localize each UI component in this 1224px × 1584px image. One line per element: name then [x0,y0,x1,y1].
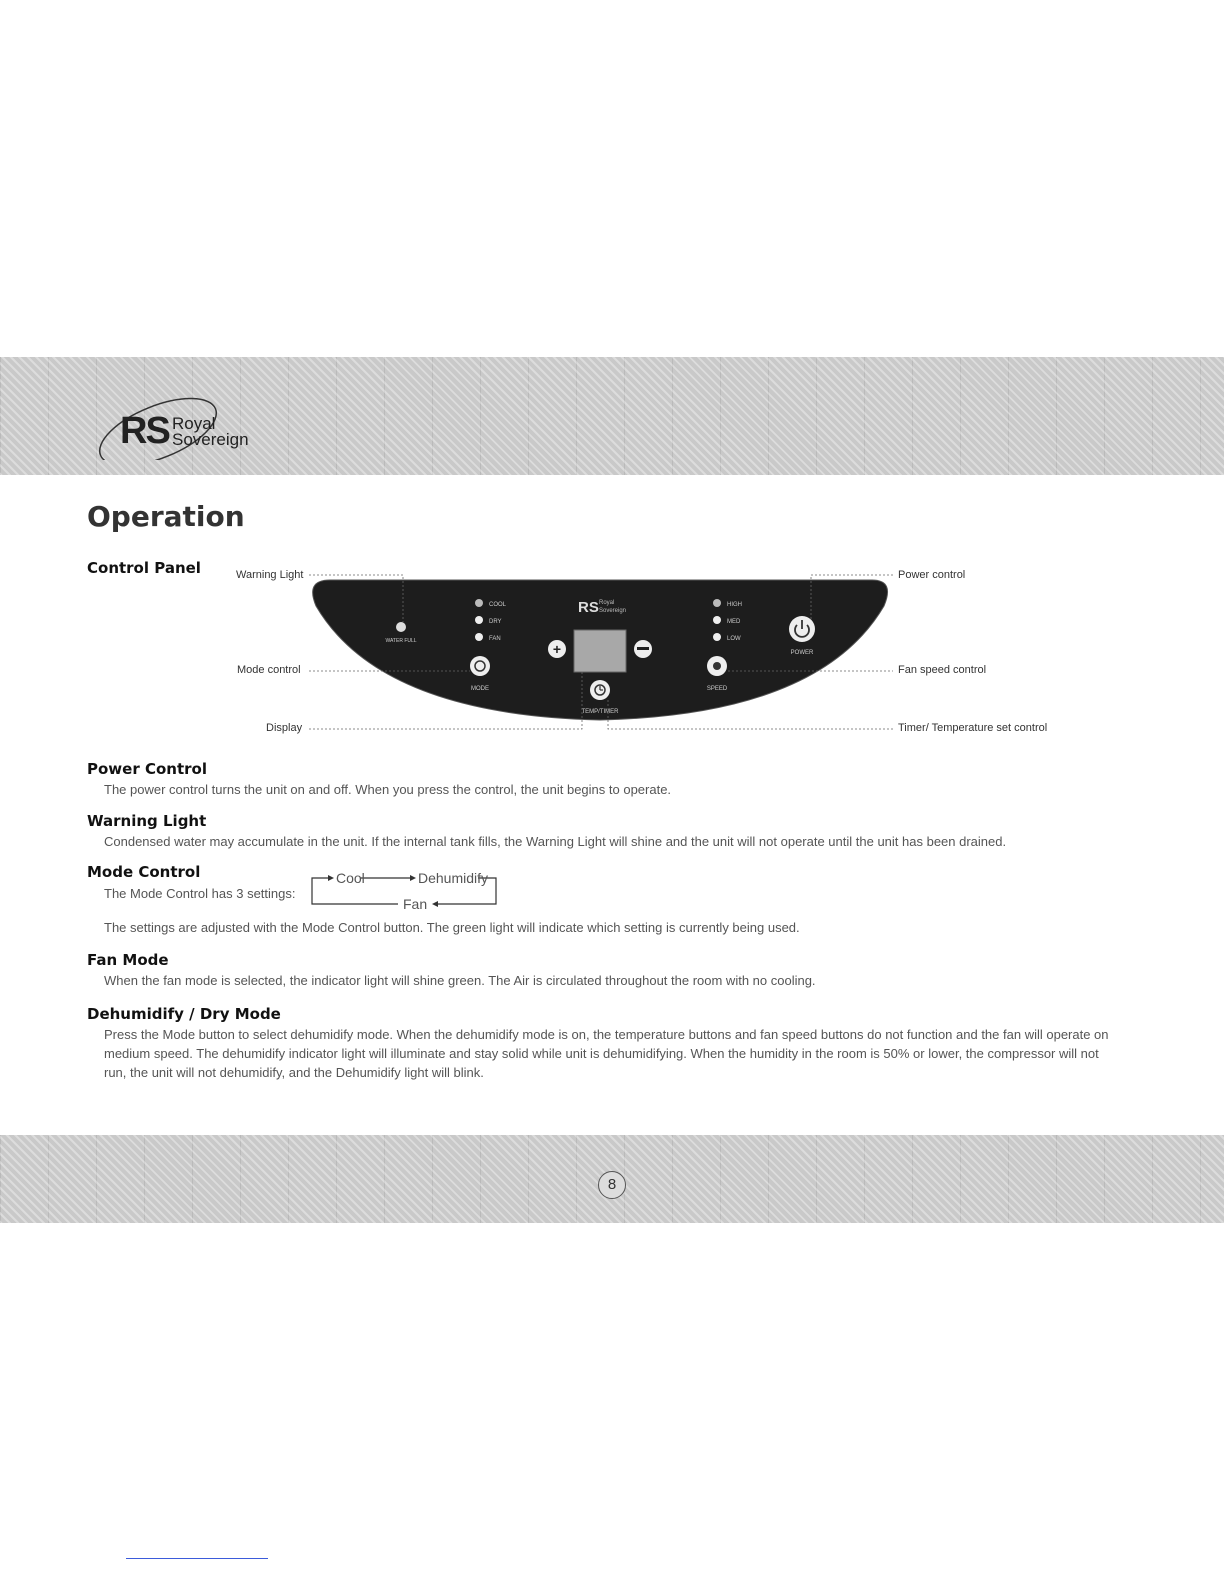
dry-led [475,616,483,624]
display-screen [574,630,626,672]
mode-control-text: The settings are adjusted with the Mode Control button. The green light will indicate which setting is currently being used. [104,920,800,935]
panel-brand-royal: Royal [599,600,615,606]
speed-label: SPEED [706,686,728,692]
panel-brand-mark: RS [578,599,599,616]
warning-light-text: Condensed water may accumulate in the unit. If the internal tank fills, the Warning Light will shine and the unit will not operate until the unit has been drained. [104,834,1007,849]
callout-timer-temp-control: Timer/ Temperature set control [898,722,1048,734]
power-control-heading: Power Control [87,760,207,778]
high-led [713,599,721,607]
page-title: Operation [87,500,245,533]
control-panel-diagram [0,560,1224,740]
callout-mode-control: Mode control [237,664,301,676]
dry-label: DRY [489,619,502,625]
mode-cycle-dehumidify: Dehumidify [418,872,489,886]
mode-cycle-diagram [300,872,510,914]
water-full-label: WATER FULL [385,638,417,644]
fan-label: FAN [489,636,501,642]
fan-led [475,633,483,641]
callout-power-control: Power control [898,569,966,581]
brand-logo [88,380,278,460]
mode-button [470,656,490,676]
temp-timer-label: TEMP/TIMER [581,709,619,715]
page-number: 8 [598,1171,626,1199]
high-label: HIGH [727,602,742,608]
warning-light-led [396,622,406,632]
logo-mark: RS [120,410,169,452]
cool-label: COOL [489,602,507,608]
logo-line-sovereign: Sovereign [172,430,249,449]
dehumidify-text: Press the Mode button to select dehumidify mode. When the dehumidify mode is on, the temperature buttons and fan speed buttons do not function and the fan will operate on medium speed. The dehumidify indicator light will illuminate and stay solid while unit is dehumidifying. When the humidity in the room is 50% or lower, the compressor will not run, the unit will not dehumidify, and the Dehumidify light will blink. [104,1027,1109,1080]
power-label: POWER [790,650,814,656]
mode-control-heading: Mode Control [87,863,201,881]
fan-mode-heading: Fan Mode [87,951,169,969]
mode-label: MODE [471,686,489,692]
mode-cycle-fan: Fan [403,896,428,912]
logo-line-royal: Royal [172,414,216,433]
panel-brand-sovereign: Sovereign [599,608,627,614]
low-label: LOW [727,636,741,642]
mode-control-intro: The Mode Control has 3 settings: [104,886,296,901]
dehumidify-heading: Dehumidify / Dry Mode [87,1005,281,1023]
fan-mode-text: When the fan mode is selected, the indicator light will shine green. The Air is circulated throughout the room with no cooling. [104,973,816,988]
power-control-text: The power control turns the unit on and off. When you press the control, the unit begins to operate. [104,782,672,797]
control-panel-heading: Control Panel [87,559,201,577]
svg-text:+: + [552,641,562,657]
link-underline [126,1558,268,1559]
low-led [713,633,721,641]
callout-display: Display [266,722,303,734]
callout-warning-light: Warning Light [236,569,304,581]
med-label: MED [727,619,741,625]
warning-light-heading: Warning Light [87,812,207,830]
med-led [713,616,721,624]
cool-led [475,599,483,607]
callout-fan-speed-control: Fan speed control [898,664,987,676]
mode-cycle-cool: Cool [336,872,365,886]
